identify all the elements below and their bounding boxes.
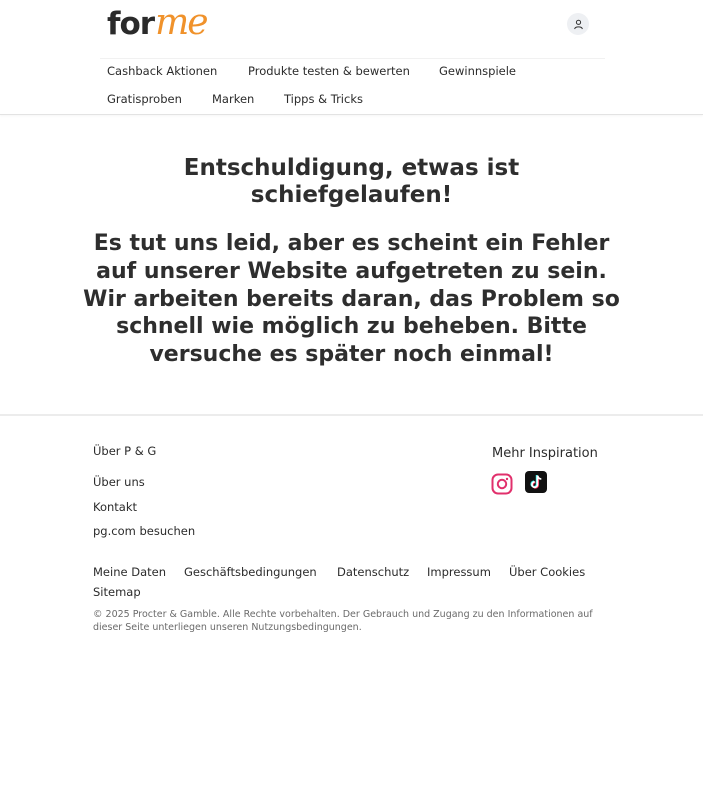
footer-link-geschaeftsbedingungen[interactable]: Geschäftsbedingungen [184,565,317,579]
footer-link-impressum[interactable]: Impressum [427,565,491,579]
footer-link-meine-daten[interactable]: Meine Daten [93,565,166,579]
forme-logo[interactable] [107,2,207,42]
account-button[interactable] [567,13,589,35]
footer-about-heading: Über P & G [93,444,157,458]
logo-text-me: me [155,2,207,43]
footer-link-ueber-uns[interactable]: Über uns [93,475,145,489]
nav-item-produkte-testen[interactable]: Produkte testen & bewerten [248,64,410,78]
logo-text-for: for [107,6,155,42]
nav-item-gratisproben[interactable]: Gratisproben [107,92,182,106]
tiktok-link[interactable] [525,471,547,493]
nav-item-marken[interactable]: Marken [212,92,255,106]
nav-item-tipps-tricks[interactable]: Tipps & Tricks [284,92,363,106]
nav-item-gewinnspiele[interactable]: Gewinnspiele [439,64,516,78]
user-icon [573,19,584,30]
footer-inspiration-heading: Mehr Inspiration [492,446,598,461]
footer-divider [0,414,703,416]
site-header [0,0,703,115]
nav-item-cashback-aktionen[interactable]: Cashback Aktionen [107,64,218,78]
footer-link-pg-com[interactable]: pg.com besuchen [93,524,196,538]
error-title: Entschuldigung, etwas ist schiefgelaufen! [183,155,520,208]
instagram-link[interactable] [491,473,513,495]
footer-link-sitemap[interactable]: Sitemap [93,585,141,599]
tiktok-icon [525,471,547,493]
copyright-text: © 2025 Procter & Gamble. Alle Rechte vorbehalten. Der Gebrauch und Zugang zu den Informationen auf dieser Seite unterliegen unseren Nutzungsbedingungen. [93,609,593,633]
instagram-icon [491,473,513,495]
footer-link-ueber-cookies[interactable]: Über Cookies [509,565,586,579]
error-section [0,155,703,369]
error-message: Es tut uns leid, aber es scheint ein Fehler auf unserer Website aufgetreten zu sein. Wir arbeiten bereits daran, das Problem so schnell wie möglich zu beheben. Bitte versuche es später noch einmal! [83,231,620,368]
footer-link-kontakt[interactable]: Kontakt [93,500,138,514]
nav-divider [100,58,605,59]
footer-link-datenschutz[interactable]: Datenschutz [337,565,410,579]
